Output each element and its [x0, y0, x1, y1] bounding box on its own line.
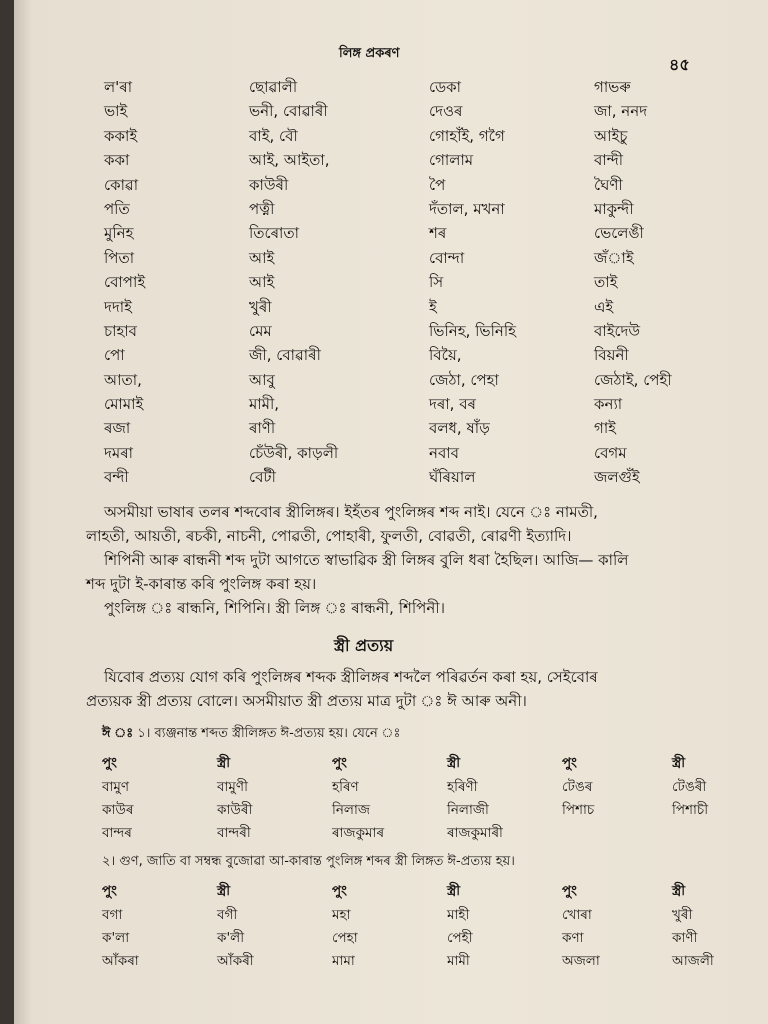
- definition-paragraph: [86, 665, 711, 713]
- feminine-example: পিশাচী: [672, 802, 709, 818]
- masculine-word: নবাব: [429, 443, 459, 462]
- feminine-word: জঁাই: [594, 248, 634, 267]
- masculine-word: গোলাম: [429, 151, 474, 170]
- feminine-word: ভনী, বোৱাৰী: [249, 102, 328, 121]
- masculine-word: ই: [429, 297, 437, 316]
- paragraph-3: [86, 596, 711, 620]
- feminine-word: আবু: [249, 370, 275, 389]
- masculine-example: আঁকৰা: [102, 953, 139, 969]
- section-title: স্ত্রী প্ৰত্যয়: [334, 636, 394, 655]
- feminine-example: ৰাজকুমাৰী: [447, 825, 503, 841]
- masculine-word: ল'ৰা: [104, 78, 133, 96]
- column-header: স্ত্রী: [672, 755, 686, 771]
- paragraph-line: শিপিনী আৰু ৰান্ধনী শব্দ দুটা আগতে স্বাভাৱিক স্ত্রী লিঙ্গৰ বুলি ধৰা হৈছিল। আজি— কালি: [104, 551, 629, 569]
- masculine-example: বগা: [102, 907, 123, 923]
- rule-1-text: ১। ব্যঞ্জনান্ত শব্দত স্ত্রীলিঙ্গত ঈ-প্ৰত্যয় হয়। যেনে ঃ: [137, 726, 401, 741]
- feminine-example: কাণী: [672, 930, 698, 946]
- masculine-word: বিয়ৈ,: [429, 346, 462, 365]
- masculine-word: জেঠা, পেহা: [429, 370, 499, 389]
- masculine-word: মুনিহ: [104, 224, 134, 243]
- feminine-word: বিয়নী: [594, 346, 629, 365]
- feminine-example: মামী: [447, 953, 470, 969]
- running-head: লিঙ্গ প্ৰকৰণ: [339, 46, 400, 61]
- masculine-word: ৰজা: [104, 419, 131, 438]
- feminine-example: বগী: [217, 907, 238, 923]
- feminine-word: মেম: [249, 321, 272, 340]
- masculine-word: চাহাব: [104, 321, 138, 340]
- feminine-word: কাউৰী: [249, 175, 289, 194]
- masculine-example: হৰিণ: [332, 779, 359, 795]
- column-header: স্ত্রী: [217, 883, 231, 899]
- masculine-word: মোমাই: [104, 395, 144, 414]
- masculine-word: গোহাঁই, গগৈ: [429, 126, 505, 145]
- paragraph-line: অসমীয়া ভাষাৰ তলৰ শব্দবোৰ স্ত্রীলিঙ্গৰ। ইহঁতৰ পুংলিঙ্গৰ শব্দ নাই। যেনে ঃ নামতী,: [104, 503, 598, 521]
- masculine-example: মহা: [332, 907, 351, 923]
- feminine-word: জেঠাই, পেহী: [594, 370, 672, 389]
- page-number: ৪৫: [669, 55, 690, 74]
- feminine-example: বামুণী: [217, 779, 248, 795]
- masculine-example: টেঙৰ: [562, 779, 593, 795]
- feminine-example: মাহী: [447, 907, 470, 923]
- masculine-word: পিতা: [104, 248, 135, 267]
- feminine-word: আই, আইতা,: [249, 151, 330, 170]
- feminine-word: মামী,: [249, 395, 280, 414]
- masculine-word: দমৰা: [104, 443, 134, 462]
- feminine-example: বান্দৰী: [217, 825, 251, 841]
- paragraph-line: যিবোৰ প্ৰত্যয় যোগ কৰি পুংলিঙ্গৰ শব্দক স্ত্রীলিঙ্গৰ শব্দলৈ পৰিৱৰ্তন কৰা হয়, সেইবোৰ: [104, 668, 598, 686]
- masculine-word: বোপাই: [104, 273, 146, 292]
- masculine-word: ভিনিহ, ভিনিহি: [429, 321, 517, 340]
- column-header: স্ত্রী: [447, 883, 461, 899]
- masculine-example: খোৰা: [562, 907, 592, 923]
- feminine-word: বেটী: [249, 468, 276, 487]
- masculine-word: দঁতাল, মখনা: [429, 199, 505, 218]
- feminine-example: খুৰী: [672, 907, 693, 923]
- feminine-word: চেঁউৰী, কাড়লী: [249, 443, 339, 462]
- masculine-example: পেহা: [332, 930, 358, 946]
- paragraph-2: [86, 548, 711, 596]
- masculine-word: ঘঁৰিয়াল: [429, 468, 476, 487]
- feminine-word: বাই, বৌ: [249, 126, 298, 145]
- masculine-example: অজলা: [562, 953, 600, 969]
- feminine-word: ছোৱালী: [249, 78, 298, 96]
- masculine-example: বান্দৰ: [102, 825, 132, 841]
- masculine-word: কোৱা: [104, 175, 139, 194]
- feminine-word: জলগুঁই: [594, 468, 640, 487]
- masculine-example: বামুণ: [102, 779, 130, 795]
- feminine-example: পেহী: [447, 930, 473, 946]
- masculine-word: বোন্দা: [429, 248, 465, 267]
- masculine-word: সি: [429, 273, 444, 292]
- paragraph-line: শব্দ দুটা ই-কাৰান্ত কৰি পুংলিঙ্গ কৰা হয়।: [86, 575, 317, 593]
- masculine-word: দৰা, বৰ: [429, 395, 477, 414]
- feminine-word: কন্যা: [594, 395, 623, 414]
- column-header: পুং: [562, 755, 577, 771]
- masculine-word: দদাই: [104, 297, 132, 316]
- feminine-word: পত্নী: [249, 199, 275, 218]
- column-header: পুং: [102, 883, 117, 899]
- masculine-example: মামা: [332, 953, 355, 969]
- feminine-example: ক'লী: [217, 930, 245, 946]
- masculine-word: আতা,: [104, 370, 142, 389]
- feminine-word: ৰাণী: [249, 419, 276, 438]
- paragraph-line: প্ৰত্যয়ক স্ত্রী প্ৰত্যয় বোলে। অসমীয়াত স্ত্রী প্ৰত্যয় মাত্ৰ দুটা ঃ ঈ আৰু অনী।: [86, 692, 527, 710]
- masculine-example: কণা: [562, 930, 584, 946]
- masculine-word: ককা: [104, 151, 130, 170]
- column-header: স্ত্রী: [672, 883, 686, 899]
- rule-1-label: ঈ ঃ: [102, 726, 134, 741]
- feminine-word: গাই: [594, 419, 616, 438]
- masculine-word: দেওৰ: [429, 102, 463, 121]
- masculine-example: ক'লা: [102, 930, 130, 946]
- feminine-word: আই: [249, 273, 275, 292]
- column-header: পুং: [332, 883, 347, 899]
- masculine-word: ককাই: [104, 126, 138, 145]
- feminine-word: বেগম: [594, 443, 627, 462]
- column-header: পুং: [102, 755, 117, 771]
- column-header: পুং: [562, 883, 577, 899]
- masculine-word: পৈ: [429, 175, 446, 194]
- masculine-example: ৰাজকুমাৰ: [332, 825, 385, 841]
- rule-2-text: ২। গুণ, জাতি বা সম্বন্ধ বুজোৱা আ-কাৰান্ত পুংলিঙ্গ শব্দৰ স্ত্রী লিঙ্গত ঈ-প্ৰত্যয় হয়।: [102, 854, 515, 869]
- masculine-example: কাউৰ: [102, 802, 134, 818]
- masculine-word: পতি: [104, 199, 130, 218]
- masculine-word: বলধ, ষাঁড়: [429, 419, 490, 438]
- feminine-word: বাইদেউ: [594, 321, 641, 340]
- feminine-word: আইচু: [594, 126, 628, 145]
- feminine-example: হৰিণী: [447, 779, 478, 795]
- feminine-word: জী, বোৱাৰী: [249, 346, 321, 365]
- feminine-word: তিৰোতা: [249, 224, 299, 243]
- feminine-word: আই: [249, 248, 275, 267]
- masculine-word: পো: [104, 346, 125, 365]
- feminine-word: গাভৰু: [594, 78, 631, 96]
- paragraph-line: লাহতী, আয়তী, ৰচকী, নাচনী, পোৱতী, পোহাৰী, ফুলতী, বোৱতী, ৰোৱণী ইত্যাদি।: [86, 527, 572, 545]
- feminine-example: নিলাজী: [447, 802, 489, 818]
- rule-2-heading: [102, 852, 515, 873]
- column-header: স্ত্রী: [447, 755, 461, 771]
- feminine-word: তাই: [594, 273, 618, 292]
- paragraph-1: [86, 500, 711, 548]
- masculine-example: নিলাজ: [332, 802, 370, 818]
- masculine-word: ডেকা: [429, 78, 461, 96]
- rule-1-heading: [102, 724, 401, 745]
- feminine-example: আজলী: [672, 953, 714, 969]
- masculine-word: বন্দী: [104, 468, 129, 487]
- feminine-word: এই: [594, 297, 614, 316]
- feminine-word: মাকুন্দী: [594, 199, 634, 218]
- masculine-word: ভাই: [104, 102, 128, 121]
- masculine-example: পিশাচ: [562, 802, 595, 818]
- paragraph-line: পুংলিঙ্গ ঃ ৰান্ধনি, শিপিনি। স্ত্রী লিঙ্গ ঃ ৰান্ধনী, শিপিনী।: [104, 599, 445, 617]
- feminine-word: ভেলেঙী: [594, 224, 644, 243]
- feminine-word: বান্দী: [594, 151, 624, 170]
- feminine-example: কাউৰী: [217, 802, 253, 818]
- masculine-word: শৰ: [429, 224, 447, 243]
- column-header: স্ত্রী: [217, 755, 231, 771]
- book-page: [14, 0, 768, 1024]
- column-header: পুং: [332, 755, 347, 771]
- feminine-word: ঘৈণী: [594, 175, 623, 194]
- feminine-word: খুৰী: [249, 297, 272, 316]
- feminine-example: আঁকৰী: [217, 953, 254, 969]
- feminine-word: জা, ননদ: [594, 102, 648, 121]
- feminine-example: টেঙৰী: [672, 779, 707, 795]
